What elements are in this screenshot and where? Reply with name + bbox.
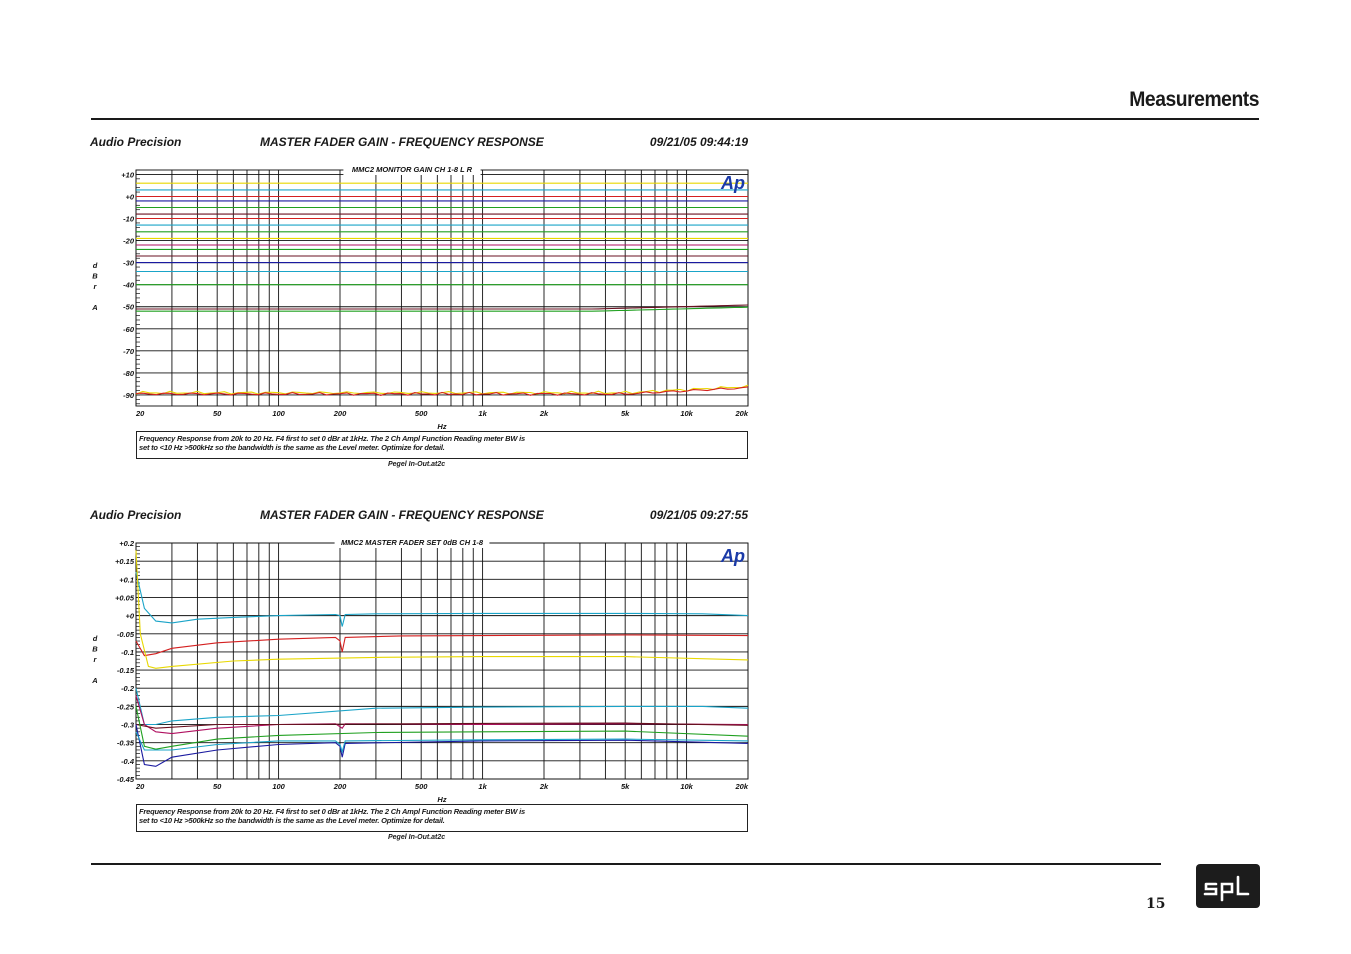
x-tick-label: 5k bbox=[621, 409, 630, 418]
y-axis-label-letter: B bbox=[92, 644, 98, 654]
y-axis-label-letter: r bbox=[93, 282, 97, 291]
spl-logo-mark bbox=[1196, 864, 1260, 908]
x-tick-label: 100 bbox=[272, 782, 285, 791]
y-axis-label-letter: A bbox=[92, 303, 98, 312]
y-tick-label: -0.4 bbox=[121, 756, 134, 766]
chart-filename: Pegel In-Out.at2c bbox=[388, 461, 446, 468]
chart-title: MASTER FADER GAIN - FREQUENCY RESPONSE bbox=[260, 508, 544, 522]
y-tick-label: -60 bbox=[123, 324, 134, 334]
chart-note-line: Frequency Response from 20k to 20 Hz. F4 first to set 0 dBr at 1kHz. The 2 Ch Ampl Function Reading meter BW is bbox=[139, 434, 525, 443]
x-tick-label: 10k bbox=[680, 782, 693, 791]
x-tick-label: 20 bbox=[136, 409, 145, 418]
x-tick-label: 200 bbox=[333, 782, 347, 791]
y-tick-label: -0.1 bbox=[121, 647, 134, 657]
x-tick-label: 500 bbox=[414, 782, 428, 791]
x-tick-label: 20k bbox=[735, 409, 748, 418]
chart-note-box bbox=[136, 804, 748, 832]
y-tick-label: -40 bbox=[123, 280, 134, 290]
y-tick-label: -10 bbox=[123, 214, 134, 224]
x-tick-label: 20k bbox=[735, 782, 748, 791]
y-tick-label: -0.3 bbox=[121, 720, 134, 730]
chart-timestamp: 09/21/05 09:27:55 bbox=[649, 508, 748, 522]
y-tick-label: -70 bbox=[123, 346, 134, 356]
y-axis-label-letter: A bbox=[92, 676, 98, 685]
bottom-rule bbox=[91, 863, 1161, 865]
y-tick-label: -20 bbox=[123, 236, 134, 246]
chart-plot-monitor-gain bbox=[0, 130, 760, 430]
x-tick-label: 1k bbox=[478, 409, 487, 418]
x-tick-label: 10k bbox=[680, 409, 693, 418]
y-axis-label-letter: r bbox=[93, 655, 97, 664]
chart-timestamp: 09/21/05 09:44:19 bbox=[649, 135, 748, 149]
y-tick-label: -80 bbox=[123, 368, 134, 378]
chart-filename: Pegel In-Out.at2c bbox=[388, 834, 446, 841]
x-tick-label: 200 bbox=[333, 409, 347, 418]
y-tick-label: -0.45 bbox=[116, 775, 134, 784]
page-number: 15 bbox=[1146, 896, 1166, 912]
y-tick-label: +0.2 bbox=[119, 539, 134, 548]
plot-frame bbox=[136, 170, 748, 406]
x-tick-label: 1k bbox=[478, 782, 487, 791]
page-heading: Measurements bbox=[1129, 88, 1259, 111]
y-axis-label-letter: d bbox=[92, 261, 98, 270]
x-tick-label: 50 bbox=[213, 782, 222, 791]
chart-subtitle: MMC2 MONITOR GAIN CH 1-8 L R bbox=[351, 165, 473, 174]
x-tick-label: 5k bbox=[621, 782, 630, 791]
spl-logo bbox=[1196, 864, 1260, 908]
chart-note-box bbox=[136, 431, 748, 459]
x-tick-label: 20 bbox=[136, 782, 145, 791]
x-axis-label: Hz bbox=[437, 422, 447, 431]
y-tick-label: +0.05 bbox=[115, 593, 134, 603]
chart-plot-master-fader bbox=[0, 503, 760, 803]
y-tick-label: +10 bbox=[121, 170, 134, 180]
ap-brand-mark: Ap bbox=[721, 173, 745, 193]
x-tick-label: 50 bbox=[213, 409, 222, 418]
x-tick-label: 500 bbox=[414, 409, 428, 418]
ap-brand-mark: Ap bbox=[721, 546, 745, 566]
y-tick-label: -30 bbox=[123, 258, 134, 268]
y-axis-label-letter: d bbox=[92, 634, 98, 643]
x-axis-label: Hz bbox=[437, 795, 447, 804]
y-tick-label: +0 bbox=[125, 611, 134, 621]
chart-vendor-label: Audio Precision bbox=[90, 135, 182, 149]
y-tick-label: -0.35 bbox=[116, 738, 134, 748]
y-tick-label: -0.15 bbox=[116, 666, 134, 676]
chart-title: MASTER FADER GAIN - FREQUENCY RESPONSE bbox=[260, 135, 544, 149]
y-tick-label: -0.25 bbox=[116, 702, 134, 712]
y-tick-label: -90 bbox=[123, 390, 134, 400]
chart-vendor-label: Audio Precision bbox=[90, 508, 182, 522]
y-axis-label-letter: B bbox=[92, 271, 98, 281]
y-tick-label: -0.05 bbox=[116, 629, 134, 639]
y-tick-label: -50 bbox=[123, 302, 134, 312]
y-tick-label: -0.2 bbox=[121, 684, 134, 694]
chart-note-line: Frequency Response from 20k to 20 Hz. F4 first to set 0 dBr at 1kHz. The 2 Ch Ampl Function Reading meter BW is bbox=[139, 807, 525, 816]
x-tick-label: 2k bbox=[539, 409, 549, 418]
chart-subtitle: MMC2 MASTER FADER SET 0dB CH 1-8 bbox=[340, 538, 484, 547]
y-tick-label: +0.15 bbox=[115, 557, 134, 567]
chart-note-line: set to <10 Hz >500kHz so the bandwidth is the same as the Level meter. Optimize for detail. bbox=[139, 816, 445, 825]
top-rule bbox=[91, 118, 1259, 120]
chart-note-line: set to <10 Hz >500kHz so the bandwidth is the same as the Level meter. Optimize for detail. bbox=[139, 443, 445, 452]
x-tick-label: 100 bbox=[272, 409, 285, 418]
y-tick-label: +0 bbox=[125, 192, 134, 202]
x-tick-label: 2k bbox=[539, 782, 549, 791]
y-tick-label: +0.1 bbox=[119, 575, 134, 585]
